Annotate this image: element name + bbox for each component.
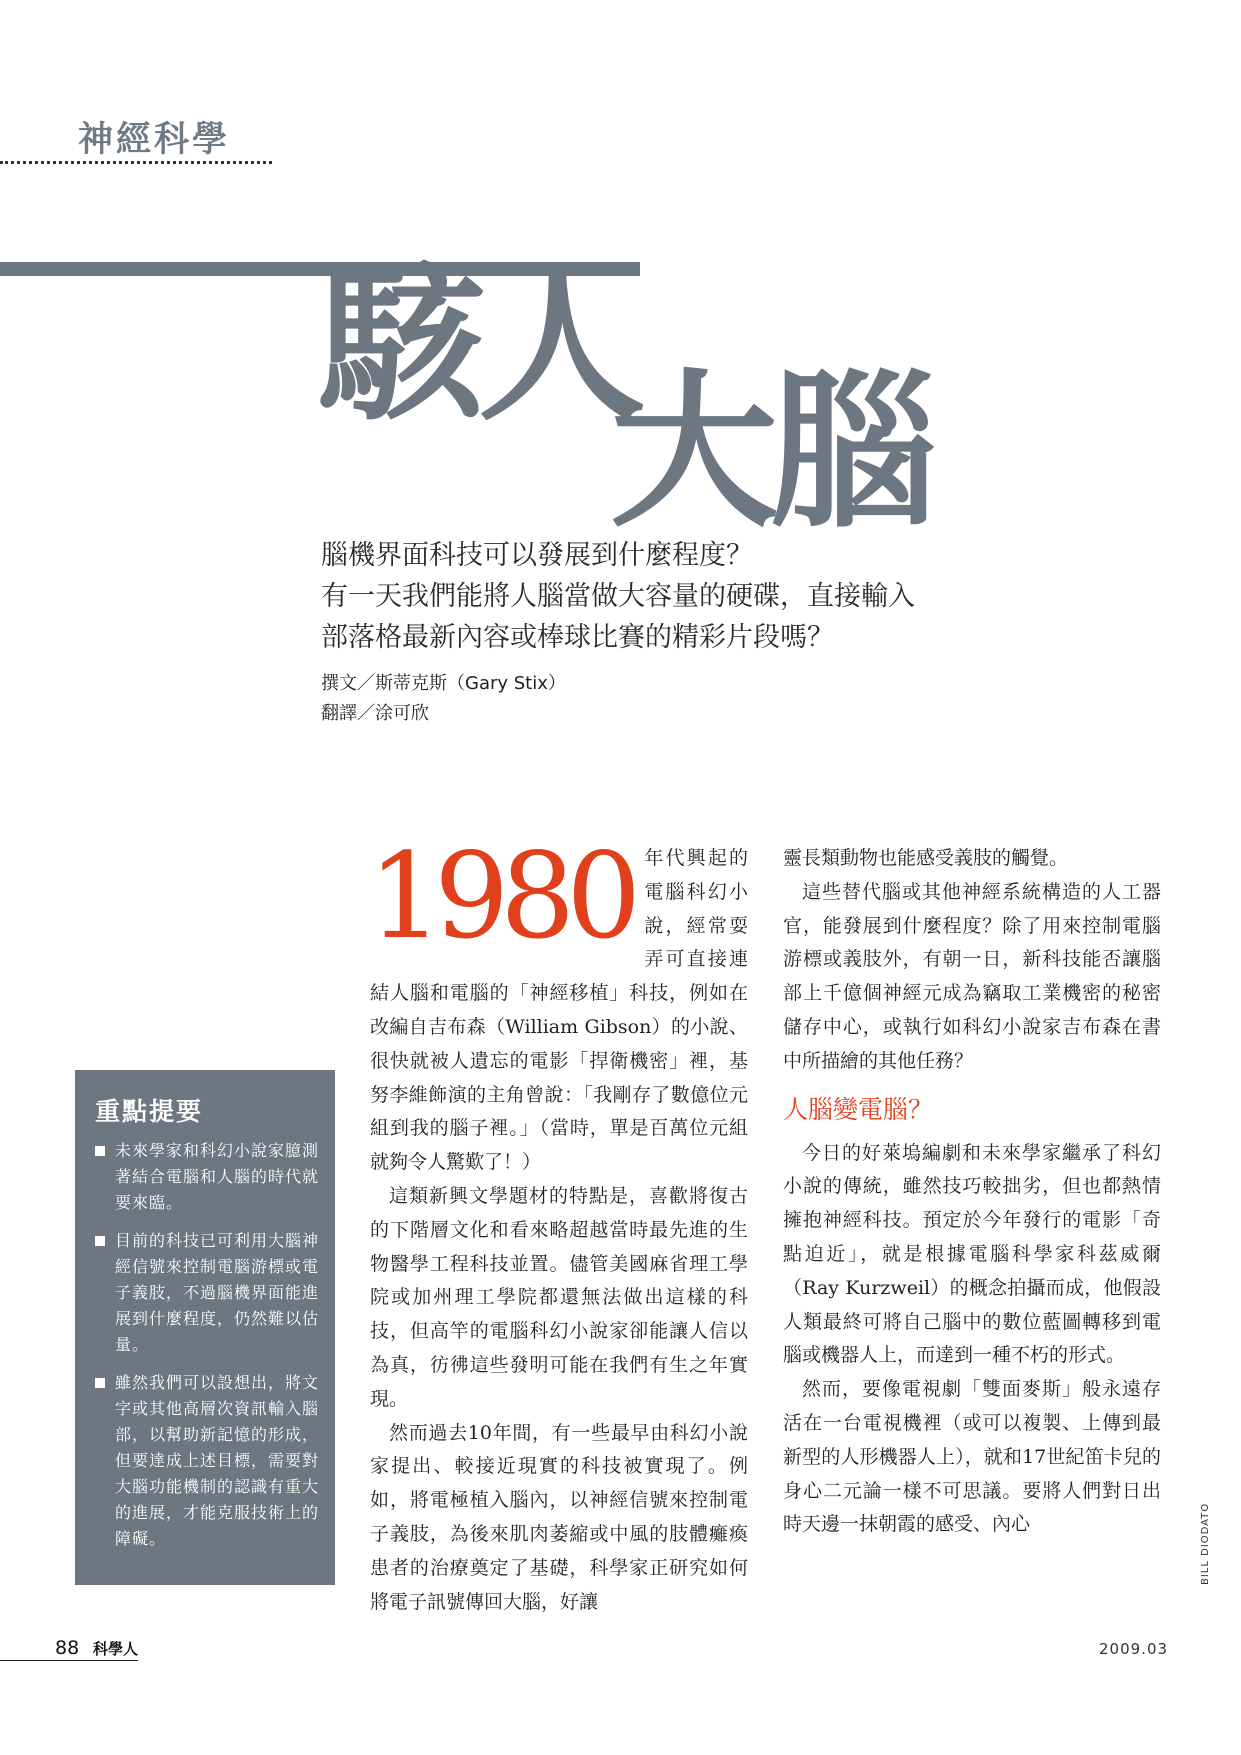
subtitle-line-3: 部落格最新內容或棒球比賽的精彩片段嗎？ [321,622,834,653]
subtitle-line-2: 有一天我們能將人腦當做大容量的硬碟，直接輸入 [321,581,915,612]
translator-credit: 翻譯／涂可欣 [321,703,429,724]
bullet-square-icon [95,1236,105,1246]
key-point-text: 目前的科技已可利用大腦神經信號來控制電腦游標或電子義肢，不過腦機界面能進展到什麼程度，仍然難以估量。 [115,1231,320,1354]
paragraph-text: 年代興起的電腦科幻小說，經常耍弄可直接連結人腦和電腦的「神經移植」科技，例如在改編自吉布森（William Gibson）的小說、很快就被人遺忘的電影「捍衛機密」裡，基努李維飾演的主角曾說：「我剛存了數億位元組到我的腦子裡。」（當時，單是百萬位元組就夠令人驚歎了！） [370,847,748,1174]
article-paragraph: 今日的好萊塢編劇和未來學家繼承了科幻小說的傳統，雖然技巧較拙劣，但也都熱情擁抱神經科技。預定於今年發行的電影「奇點迫近」，就是根據電腦科學家科茲威爾（Ray Kurzweil）的概念拍攝而成，他假設人類最終可將自己腦中的數位藍圖轉移到電腦或機器人上，而達到一種不朽的形式。 [783,1141,1161,1367]
subtitle-line-1: 腦機界面科技可以發展到什麼程度？ [321,540,753,571]
page-number: 88 [55,1637,80,1659]
photo-credit: BILL DIODATO [1200,1502,1211,1585]
bullet-square-icon [95,1146,105,1156]
key-point-text: 雖然我們可以設想出，將文字或其他高層次資訊輸入腦部，以幫助新記憶的形成，但要達成上述目標，需要對大腦功能機制的認識有重大的進展，才能克服技術上的障礙。 [115,1373,320,1548]
key-points-heading: 重點提要 [95,1097,204,1126]
section-heading: 人腦變電腦？ [783,1094,934,1124]
key-points-list [95,1138,319,1552]
article-column-1 [368,827,748,1619]
issue-date: 2009.03 [1099,1640,1169,1658]
magazine-name: 科學人 [93,1640,139,1658]
key-point-item [95,1138,319,1216]
key-point-item [95,1228,319,1358]
article-paragraph: 然而過去10年間，有一些最早由科幻小說家提出、較接近現實的科技被實現了。例如，將電極植入腦內，以神經信號來控制電子義肢，為後來肌肉萎縮或中風的肢體癱瘓患者的治療奠定了基礎，科學家正研究如何將電子訊號傳回大腦，好讓 [370,1421,748,1613]
title-line-2: 大腦 [610,354,930,550]
section-label: 神經科學 [78,120,231,160]
key-point-item [95,1370,319,1552]
key-points-box [75,1070,335,1585]
article-paragraph: 這類新興文學題材的特點是，喜歡將復古的下階層文化和看來略超越當時最先進的生物醫學工程科技並置。儘管美國麻省理工學院或加州理工學院都還無法做出這樣的科技，但高竿的電腦科幻小說家卻能讓人信以為真，彷彿這些發明可能在我們有生之年實現。 [370,1184,748,1410]
article-paragraph: 靈長類動物也能感受義肢的觸覺。 [783,847,1069,869]
bullet-square-icon [95,1378,105,1388]
article-paragraph: 然而，要像電視劇「雙面麥斯」般永遠存活在一台電視機裡（或可以複製、上傳到最新型的人形機器人上），就和17世紀笛卡兒的身心二元論一樣不可思議。要將人們對日出時天邊一抹朝霞的感受、內心 [783,1378,1161,1536]
drop-cap: 1980 [368,827,633,965]
article-paragraph: 這些替代腦或其他神經系統構造的人工器官，能發展到什麼程度？除了用來控制電腦游標或義肢外，有朝一日，新科技能否讓腦部上千億個神經元成為竊取工業機密的秘密儲存中心，或執行如科幻小說家吉布森在書中所描繪的其他任務？ [783,880,1161,1072]
article-column-2 [783,842,1161,1542]
subtitle [321,535,1041,658]
article-paragraph [368,827,748,1180]
footer-rule [0,1660,138,1661]
author-credit: 撰文／斯蒂克斯（Gary Stix） [321,673,566,694]
credits [321,669,566,729]
section-divider [0,161,272,164]
title-line-1: 駭人 [318,248,638,444]
key-point-text: 未來學家和科幻小說家臆測著結合電腦和人腦的時代就要來臨。 [115,1141,320,1212]
